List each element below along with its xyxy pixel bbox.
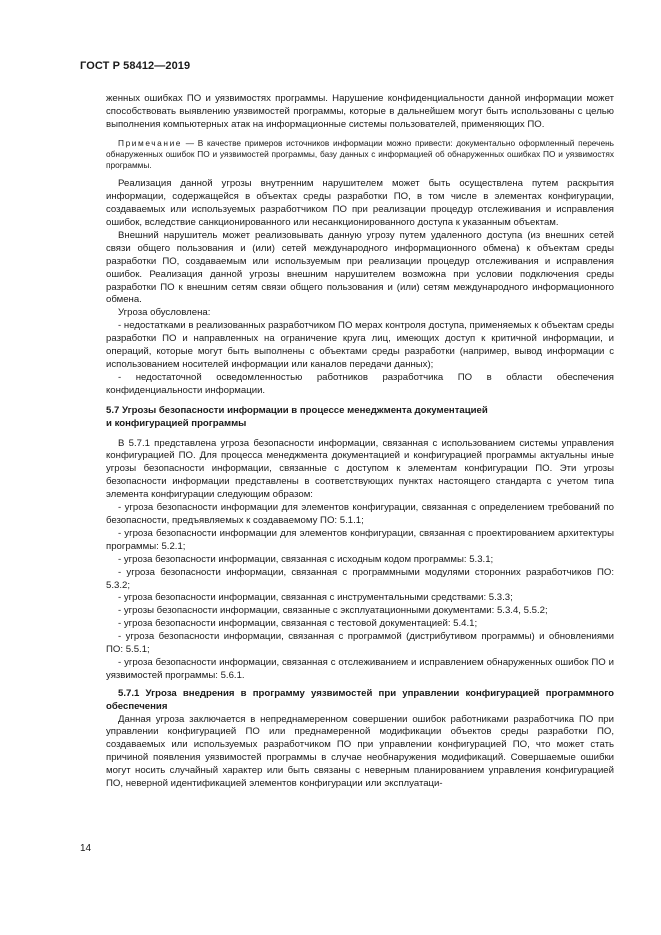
section-heading xyxy=(106,405,614,431)
note xyxy=(106,138,614,172)
list-item: - угроза безопасности информации, связанная с тестовой документацией: 5.4.1; xyxy=(118,618,478,630)
list-item: - угроза безопасности информации, связанная с инструментальными средствами: 5.3.3; xyxy=(118,592,513,604)
page-number: 14 xyxy=(80,843,92,854)
section-heading-line1: 5.7 Угрозы безопасности информации в процессе менеджмента документацией xyxy=(106,404,488,416)
paragraph: Реализация данной угрозы внутренним нарушителем может быть осуществлена путем раскрытия информации, содержащейся в объектах среды разработки ПО, в том числе в элементах конфигурации, создаваемых или используемых разработчиком ПО при реализации процедур отслеживания и исправления ошибок, вследствие санкционированного или несанкционированного доступа к указанным объектам. xyxy=(106,178,614,229)
subsection-heading: 5.7.1 Угроза внедрения в программу уязвимостей при управлении конфигурацией программного обеспечения xyxy=(106,687,614,712)
list-item: - угроза безопасности информации, связанная с программными модулями сторонних разработчиков ПО: 5.3.2; xyxy=(106,566,614,591)
paragraph: Данная угроза заключается в непреднамеренном совершении ошибок работниками разработчика ПО при управлении конфигурацией ПО или преднамеренной модификации объектов среды разработки ПО, создаваемых или используемых разработчиком ПО при управлении конфигурацией ПО, что может стать причиной появления уязвимостей программы в случае необнаружения модификаций. Совершаемые ошибки могут носить случайный характер или быть связаны с неверным планированием управления конфигурацией ПО, неверной идентификацией элементов конфигурации или эксплуатаци- xyxy=(106,713,614,790)
note-label: Примечание xyxy=(118,137,183,148)
paragraph: Внешний нарушитель может реализовывать данную угрозу путем удаленного доступа (из внешних сетей связи общего пользования и (или) сетей международного информационного обмена) к объектам среды разработки ПО, создаваемым или используемым при реализации процедур отслеживания и исправления ошибок. Реализация данной угрозы внешним нарушителем возможна при условии подключения среды разработки ПО к внешним сетям связи общего пользования и (или) сетям международного информационного обмена. xyxy=(106,229,614,306)
page-content xyxy=(106,93,614,791)
paragraph: В 5.7.1 представлена угроза безопасности информации, связанная с использованием системы управления конфигурацией ПО. Для процесса менеджмента документацией и конфигурацией программы актуальны иные угрозы безопасности информации, связанные с доступом к элементам конфигурации ПО. Эти угрозы безопасности информации представлены в соответствующих пунктах настоящего стандарта с учетом типа элемента конфигурации следующим образом: xyxy=(106,437,614,501)
note-text: — В качестве примеров источников информации можно привести: документально оформленный перечень обнаруженных ошибок ПО и уязвимостей программы, базу данных с информацией об обнаруженных ошибках ПО и уязвимостях программы. xyxy=(106,137,614,171)
list-item: - угроза безопасности информации для элементов конфигурации, связанная с проектированием архитектуры программы: 5.2.1; xyxy=(106,527,614,552)
list-item: - угроза безопасности информации, связанная с программой (дистрибутивом программы) и обновлениями ПО: 5.5.1; xyxy=(106,631,614,656)
paragraph: Угроза обусловлена: xyxy=(118,307,211,319)
standard-header: ГОСТ Р 58412—2019 xyxy=(80,60,191,72)
list-item: - недостатками в реализованных разработчиком ПО мерах контроля доступа, применяемых к объектам среды разработки ПО и направленных на ограничение круга лиц, имеющих доступ к критичной информации, и операций, которые могут быть выполнены с объектами среды разработки (например, вывод информации с использованием носителей информации или каналов передачи данных); xyxy=(106,320,614,371)
list-item: - угрозы безопасности информации, связанные с эксплуатационными документами: 5.3.4, 5.5.2; xyxy=(118,605,548,617)
list-item: - угроза безопасности информации, связанная с отслеживанием и исправлением обнаруженных ошибок ПО и уязвимостей программы: 5.6.1. xyxy=(106,656,614,681)
list-item: - угроза безопасности информации, связанная с исходным кодом программы: 5.3.1; xyxy=(118,553,494,565)
paragraph: женных ошибках ПО и уязвимостях программы. Нарушение конфиденциальности данной информации может способствовать выявлению уязвимостей программы, которые в дальнейшем могут быть использованы с целью выполнения компьютерных атак на информационные системы пользователей, применяющих ПО. xyxy=(106,93,614,130)
list-item: - недостаточной осведомленностью работников разработчика ПО в области обеспечения конфиденциальности информации. xyxy=(106,371,614,396)
section-heading-line2: и конфигурацией программы xyxy=(106,417,247,429)
list-item: - угроза безопасности информации для элементов конфигурации, связанная с определением требований по безопасности, предъявляемых к создаваемому ПО: 5.1.1; xyxy=(106,502,614,526)
